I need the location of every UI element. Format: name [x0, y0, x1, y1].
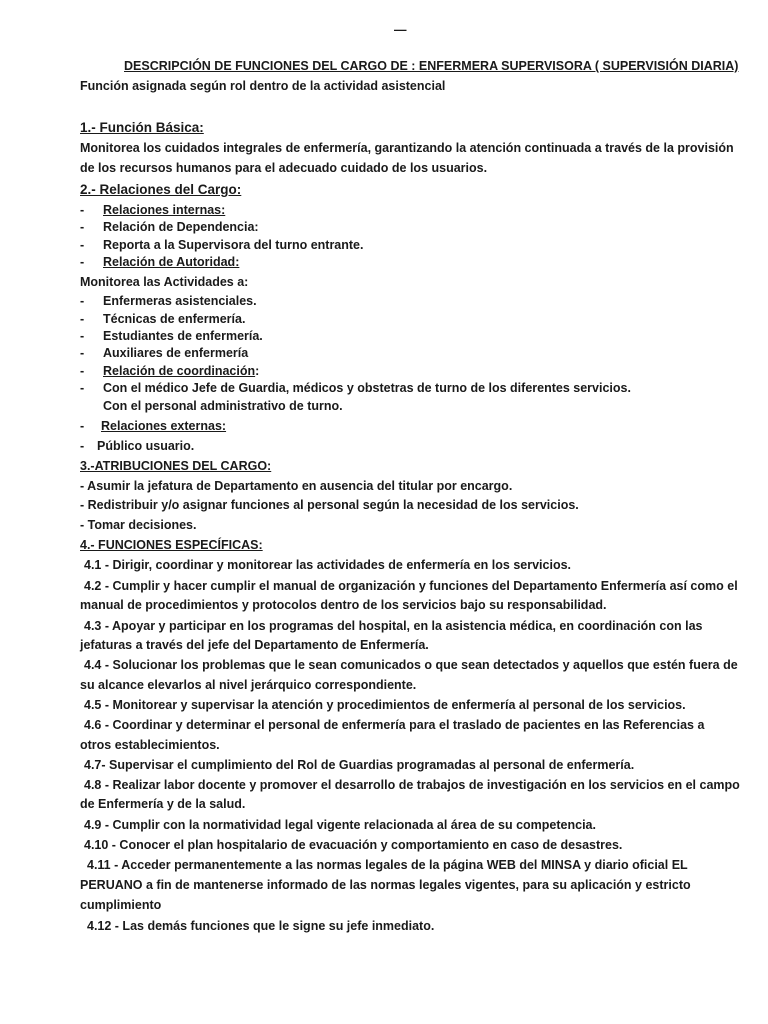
section-1-heading: 1.- Función Básica:: [80, 120, 204, 135]
funcion-4-6-line-2: otros establecimientos.: [80, 738, 220, 752]
funcion-4-2-line-2: manual de procedimientos y protocolos dentro de los servicios bajo su responsabilidad.: [80, 598, 607, 612]
enfermeras-asistenciales: Enfermeras asistenciales.: [103, 294, 257, 308]
relacion-coordinacion-label: Relación de coordinación: [103, 364, 256, 378]
section-1-text-line-2: de los recursos humanos para el adecuado cuidado de los usuarios.: [80, 161, 488, 175]
colon: :: [255, 364, 260, 378]
atribucion-1: - Asumir la jefatura de Departamento en ausencia del titular por encargo.: [80, 479, 513, 493]
bullet-dash: -: [80, 419, 85, 433]
section-1-text-line-1: Monitorea los cuidados integrales de enfermería, garantizando la atención continuada a través de la provisión: [80, 141, 734, 155]
bullet-dash: -: [80, 364, 85, 378]
document-title: DESCRIPCIÓN DE FUNCIONES DEL CARGO DE : ENFERMERA SUPERVISORA ( SUPERVISIÓN DIARIA): [124, 59, 739, 73]
bullet-dash: -: [80, 294, 85, 308]
publico-usuario: Público usuario.: [97, 439, 195, 453]
atribucion-2: - Redistribuir y/o asignar funciones al personal según la necesidad de los servicios.: [80, 498, 579, 512]
funcion-4-8-line-1: 4.8 - Realizar labor docente y promover el desarrollo de trabajos de investigación en los servicios en el campo: [84, 778, 740, 792]
top-mark: —: [394, 23, 407, 37]
auxiliares-enfermeria: Auxiliares de enfermería: [103, 346, 249, 360]
relaciones-internas: Relaciones internas:: [103, 203, 226, 217]
funcion-4-11-line-1: 4.11 - Acceder permanentemente a las normas legales de la página WEB del MINSA y diario oficial EL: [87, 858, 688, 872]
funcion-4-1: 4.1 - Dirigir, coordinar y monitorear las actividades de enfermería en los servicios.: [84, 558, 571, 572]
bullet-dash: -: [80, 346, 85, 360]
funcion-4-12: 4.12 - Las demás funciones que le signe su jefe inmediato.: [87, 919, 435, 933]
section-4-heading: 4.- FUNCIONES ESPECÍFICAS:: [80, 538, 263, 552]
bullet-dash: -: [80, 220, 85, 234]
funcion-4-8-line-2: de Enfermería y de la salud.: [80, 797, 246, 811]
bullet-dash: -: [80, 312, 85, 326]
funcion-4-9: 4.9 - Cumplir con la normatividad legal vigente relacionada al área de su competencia.: [84, 818, 596, 832]
bullet-dash: -: [80, 381, 85, 395]
tecnicas-enfermeria: Técnicas de enfermería.: [103, 312, 246, 326]
funcion-4-11-line-2: PERUANO a fin de mantenerse informado de las normas legales vigentes, para su aplicación y estricto: [80, 878, 691, 892]
funcion-4-4-line-1: 4.4 - Solucionar los problemas que le sean comunicados o que sean detectados y aquellos que estén fuera de: [84, 658, 738, 672]
funcion-4-11-line-3: cumplimiento: [80, 898, 162, 912]
bullet-dash: -: [80, 329, 85, 343]
relacion-autoridad: Relación de Autoridad:: [103, 255, 240, 269]
funcion-4-5: 4.5 - Monitorear y supervisar la atención y procedimientos de enfermería al personal de los servicios.: [84, 698, 686, 712]
atribucion-3: - Tomar decisiones.: [80, 518, 197, 532]
funcion-4-3-line-1: 4.3 - Apoyar y participar en los programas del hospital, en la asistencia médica, en coordinación con las: [84, 619, 703, 633]
relacion-dependencia: Relación de Dependencia:: [103, 220, 259, 234]
reporta-supervisora: Reporta a la Supervisora del turno entrante.: [103, 238, 364, 252]
bullet-dash: -: [80, 255, 85, 269]
funcion-4-2-line-1: 4.2 - Cumplir y hacer cumplir el manual de organización y funciones del Departamento Enfermería así como el: [84, 579, 738, 593]
section-3-heading: 3.-ATRIBUCIONES DEL CARGO:: [80, 459, 272, 473]
section-2-heading: 2.- Relaciones del Cargo:: [80, 182, 242, 197]
monitorea-actividades: Monitorea las Actividades a:: [80, 275, 249, 289]
funcion-4-4-line-2: su alcance elevarlos al nivel jerárquico correspondiente.: [80, 678, 417, 692]
funcion-4-10: 4.10 - Conocer el plan hospitalario de evacuación y comportamiento en caso de desastres.: [84, 838, 623, 852]
bullet-dash: -: [80, 439, 85, 453]
funcion-4-6-line-1: 4.6 - Coordinar y determinar el personal de enfermería para el traslado de pacientes en las Referencias a: [84, 718, 705, 732]
bullet-dash: -: [80, 238, 85, 252]
funcion-4-3-line-2: jefaturas a través del jefe del Departamento de Enfermería.: [80, 638, 429, 652]
con-personal-administrativo: Con el personal administrativo de turno.: [103, 399, 343, 413]
estudiantes-enfermeria: Estudiantes de enfermería.: [103, 329, 263, 343]
bullet-dash: -: [80, 203, 85, 217]
funcion-4-7: 4.7- Supervisar el cumplimiento del Rol de Guardias programadas al personal de enfermería.: [84, 758, 635, 772]
subtitle: Función asignada según rol dentro de la actividad asistencial: [80, 79, 446, 93]
relacion-coordinacion: [103, 363, 259, 380]
con-medico-jefe: Con el médico Jefe de Guardia, médicos y obstetras de turno de los diferentes servicios.: [103, 381, 631, 395]
relaciones-externas: Relaciones externas:: [101, 419, 227, 433]
